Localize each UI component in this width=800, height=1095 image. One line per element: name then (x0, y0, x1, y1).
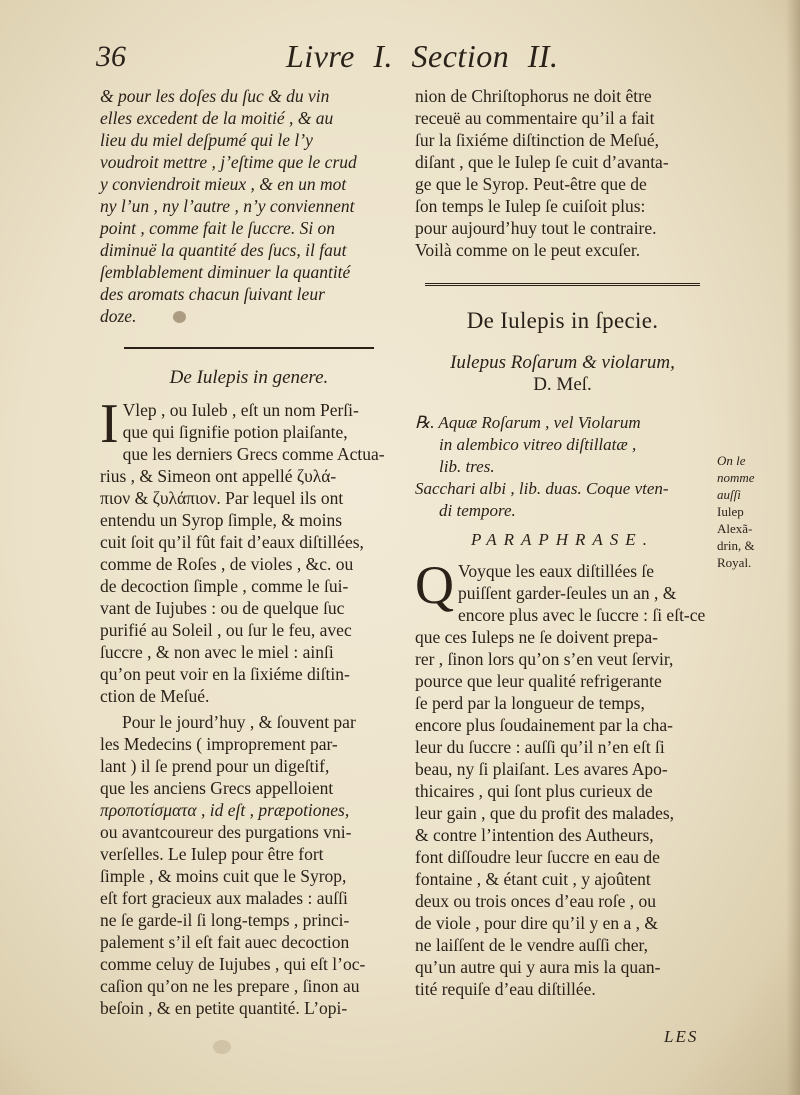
text-line: receuë au commentaire qu’il a fait (415, 108, 655, 128)
text-line: ſe perd par la longueur de temps, (415, 693, 645, 713)
left-column (100, 85, 398, 1019)
section-heading: De Iulepis in genere. (169, 367, 329, 388)
text-line: qu’on peut voir en la ſixiéme diſtin- (100, 664, 350, 684)
text-line: voudroit mettre , j’eſtime que le crud (100, 152, 357, 172)
text-line: thicaires , qui ſont plus curieux de (415, 781, 653, 801)
text-line: doze. (100, 306, 137, 326)
text-line: beſoin , & en petite quantité. L’opi- (100, 998, 348, 1018)
text-line: ſur la ſixiéme diſtinction de Meſué, (415, 130, 659, 150)
text-line: ction de Meſué. (100, 686, 210, 706)
right-continuation (415, 85, 710, 261)
ornamental-rule (425, 283, 700, 286)
margin-note-line: drin, & (717, 538, 755, 553)
recipe-source: D. Meſ. (533, 374, 592, 395)
paraphrase-heading: PARAPHRASE. (471, 530, 654, 549)
text-line: leur gain , que du profit des malades, (415, 803, 675, 823)
text-line: & pour les doſes du ſuc & du vin (100, 86, 330, 106)
text-line: πιον & ζυλάπιον. Par lequel ils ont (100, 488, 344, 508)
text-line: rer , ſinon lors qu’on s’en veut ſervir, (415, 649, 674, 669)
section-heading: De Iulepis in ſpecie. (466, 308, 659, 333)
paper-stain (213, 1040, 231, 1054)
text-line: προποτίσματα , id eſt , præpotiones, (100, 800, 350, 820)
text-line: palement s’il eſt fait auec decoction (100, 932, 350, 952)
catchword: LES (664, 1027, 699, 1046)
text-line: beau, ny ſi plaiſant. Les avares Apo- (415, 759, 668, 779)
running-head: Livre I. Section II. (286, 38, 559, 74)
text-line: comme de Roſes , de violes , &c. ou (100, 554, 354, 574)
text-line: nion de Chriſtophorus ne doit être (415, 86, 652, 106)
section-rule (124, 347, 374, 349)
text-line: elles excedent de la moitié , & au (100, 108, 334, 128)
recipe-block (415, 412, 710, 522)
text-line: Sacchari albi , lib. duas. Coque vten- (415, 479, 669, 498)
text-line: caſion qu’on ne les prepare , ſinon au (100, 976, 360, 996)
text-line: font diſſoudre leur ſuccre en eau de (415, 847, 660, 867)
recipe-title: Iulepus Roſarum & violarum, (450, 352, 675, 373)
left-continuation (100, 85, 398, 327)
text-line: ℞. Aquæ Roſarum , vel Violarum (415, 413, 641, 432)
text-line: & contre l’intention des Autheurs, (415, 825, 654, 845)
text-line: ge que le Syrop. Peut-être que de (415, 174, 647, 194)
margin-note-line: Alexã- (717, 521, 753, 536)
text-line: des aromats chacun ſuivant leur (100, 284, 325, 304)
text-line: lant ) il ſe prend pour un digeſtif, (100, 756, 330, 776)
margin-note (717, 452, 791, 571)
page-number: 36 (96, 40, 126, 73)
text-line: Voyque les eaux diſtillées ſe (458, 561, 655, 581)
text-line: leur du ſuccre : auſſi qu’il n’en eſt ſi (415, 737, 665, 757)
margin-note-line: Royal. (717, 555, 752, 570)
text-line: ny l’un , ny l’autre , n’y conviennent (100, 196, 355, 216)
text-line: diminuë la quantité des ſucs, il faut (100, 240, 347, 260)
text-line: qu’un autre qui y aura mis la quan- (415, 957, 661, 977)
text-line: ou avantcoureur des purgations vni- (100, 822, 352, 842)
text-line: ne ſe garde-il ſi long-temps , princi- (100, 910, 350, 930)
drop-cap: Q (415, 555, 454, 615)
text-line: ſemblablement diminuer la quantité (100, 262, 351, 282)
text-line: Pour le jourd’huy , & ſouvent par (122, 712, 356, 732)
text-line: encore plus avec le ſuccre : ſi eſt-ce (458, 605, 706, 625)
text-line: point , comme fait le ſuccre. Si on (100, 218, 336, 238)
text-line: diſant , que le Iulep ſe cuit d’avanta- (415, 152, 669, 172)
text-line: puiſſent garder-ſeules un an , & (458, 583, 677, 603)
paragraph (100, 393, 398, 707)
text-line: tité requiſe d’eau diſtillée. (415, 979, 596, 999)
text-line: pource que leur qualité refrigerante (415, 671, 662, 691)
text-line: de decoction ſimple , comme le ſui- (100, 576, 349, 596)
drop-cap: I (100, 393, 119, 455)
margin-note-line: Iulep (717, 504, 744, 519)
text-line: entendu un Syrop ſimple, & moins (100, 510, 343, 530)
text-line: lieu du miel deſpumé qui le l’y (100, 130, 313, 150)
text-line: ſon temps le Iulep ſe cuiſoit plus: (415, 196, 646, 216)
text-line: in alembico vitreo diſtillatæ , (439, 435, 637, 454)
paragraph (100, 711, 398, 1019)
text-line: ſuccre , & non avec le miel : ainſi (100, 642, 334, 662)
text-line: cuit ſoit qu’il fût fait d’eaux diſtillées, (100, 532, 364, 552)
text-line: vant de Iujubes : ou de quelque ſuc (100, 598, 345, 618)
text-line: purifié au Soleil , ou ſur le feu, avec (100, 620, 352, 640)
text-line: verſelles. Le Iulep pour être fort (100, 844, 324, 864)
text-line: encore plus ſoudainement par la cha- (415, 715, 674, 735)
text-line: Voilà comme on le peut excuſer. (415, 240, 641, 260)
text-line: que les derniers Grecs comme Actua- (122, 444, 385, 464)
text-line: pour aujourd’huy tout le contraire. (415, 218, 657, 238)
paragraph (415, 555, 710, 1000)
text-line: de viole , pour dire qu’il y en a , & (415, 913, 658, 933)
text-line: deux ou trois onces d’eau roſe , ou (415, 891, 657, 911)
text-line: que qui ſignifie potion plaiſante, (122, 422, 348, 442)
right-column (415, 85, 710, 1000)
margin-note-line: auſſi (717, 487, 741, 502)
text-line: rius , & Simeon ont appellé ζυλά- (100, 466, 337, 486)
text-line: les Medecins ( improprement par- (100, 734, 338, 754)
text-line: que les anciens Grecs appelloient (100, 778, 334, 798)
text-line: ne laiſſent de le vendre auſſi cher, (415, 935, 649, 955)
text-line: que ces Iuleps ne ſe doivent prepa- (415, 627, 658, 647)
text-line: lib. tres. (439, 457, 495, 476)
text-line: di tempore. (439, 501, 516, 520)
margin-note-line: nomme (717, 470, 755, 485)
text-line: y conviendroit mieux , & en un mot (100, 174, 347, 194)
text-line: ſimple , & moins cuit que le Syrop, (100, 866, 347, 886)
text-line: Vlep , ou Iuleb , eſt un nom Perſi- (122, 400, 359, 420)
page-header (96, 38, 716, 82)
text-line: comme celuy de Iujubes , qui eſt l’oc- (100, 954, 366, 974)
text-line: eſt fort gracieux aux malades : auſſi (100, 888, 348, 908)
text-line: fontaine , & étant cuit , y ajoûtent (415, 869, 651, 889)
margin-note-line: On le (717, 453, 746, 468)
